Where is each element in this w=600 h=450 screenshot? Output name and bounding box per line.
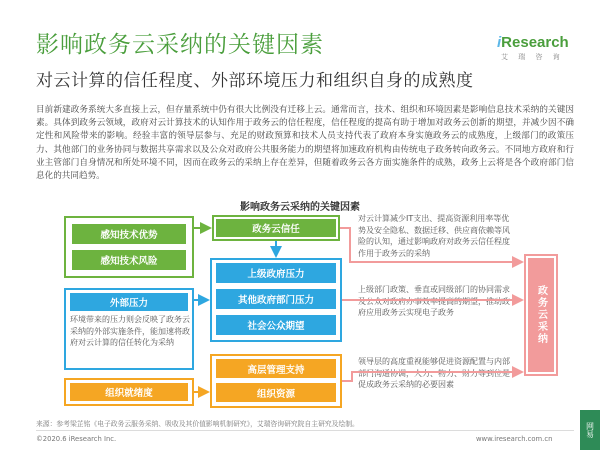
footer-url[interactable]: www.iresearch.com.cn xyxy=(476,435,553,443)
footer-source: 来源：参考梁芷铭《电子政务云服务采纳、吸收及其价值影响机制研究》，艾瑞咨询研究院自主研究及绘制。 xyxy=(36,420,359,428)
logo-subtitle: 艾 瑞 咨 询 xyxy=(501,53,564,61)
org-desc: 领导层的高度重视能够促进资源配置与内部部门沟通协调，人力、物力、财力等到位是促成政务云采纳的必要因素 xyxy=(358,357,510,390)
page-subtitle: 对云计算的信任程度、外部环境压力和组织自身的成熟度 xyxy=(36,71,474,91)
tech-risk-box: 感知技术风险 xyxy=(72,250,186,270)
top-management-box: 高层管理支持 xyxy=(216,359,336,378)
diagram-title: 影响政务云采纳的关键因素 xyxy=(240,202,360,213)
adoption-box xyxy=(528,258,554,372)
adoption-label: 政务云采纳 xyxy=(535,285,547,345)
trust-box: 政务云信任 xyxy=(216,219,336,237)
org-resources-box: 组织资源 xyxy=(216,383,336,402)
intro-paragraph: 目前新建政务系统大多直接上云，但存量系统中仍有很大比例没有迁移上云。通常而言，技术、组织和环境因素是影响信息技术采纳的关键因素。具体到政务云领域，政府对云计算技术的认知作用于政务云的信任程度，信任程度的提高有助于增加对政务云创新的期望，并减少因不确定性和风险带来的影响。经验丰富的领导层参与、充足的财政预算和技术人员支持代表了政府本身实施政务云的成熟度，上级部门的政策压力、其他部门的业务协同与数据共享需求以及公众对政府公共服务能力的期望将加速政府机构由传统电子政务转向政务云。不同地方政府和行业主管部门自身情况和所处环境不同，因而在政务云的采纳上存在差异，但随着政务云各方面实施条件的成熟，政务上云将是各个政府部门信息化的共同趋势。 xyxy=(36,105,574,182)
page-title: 影响政务云采纳的关键因素 xyxy=(36,32,324,58)
public-expectation-box: 社会公众期望 xyxy=(216,315,336,335)
pressure-desc: 上级部门政策、垂直或同级部门的协同需求及公众对政府办事效率提高的期望，推动政府应用政务云实现电子政务 xyxy=(358,285,510,318)
external-pressure-box: 外部压力 xyxy=(70,293,188,311)
footer-copyright: ©2020.6 iResearch Inc. xyxy=(36,435,117,443)
corner-badge: 网易 xyxy=(580,410,600,450)
org-readiness-box: 组织就绪度 xyxy=(70,383,188,401)
logo-i: i xyxy=(497,34,502,51)
tech-advantage-box: 感知技术优势 xyxy=(72,224,186,244)
superior-gov-pressure-box: 上级政府压力 xyxy=(216,263,336,283)
external-pressure-desc: 环境带来的压力则会反映了政务云采纳的外部实施条件，能加速将政府对云计算的信任转化为采纳 xyxy=(70,315,190,348)
footer-divider xyxy=(36,430,574,431)
logo-brand: Research xyxy=(501,34,569,51)
trust-desc: 对云计算减少IT支出、提高资源利用率等优势及安全隐私、数据迁移、供应商依赖等风险的认知，通过影响政府对政务云信任程度作用于政务云的采纳 xyxy=(358,214,510,258)
iresearch-logo xyxy=(497,34,577,62)
other-dept-pressure-box: 其他政府部门压力 xyxy=(216,289,336,309)
